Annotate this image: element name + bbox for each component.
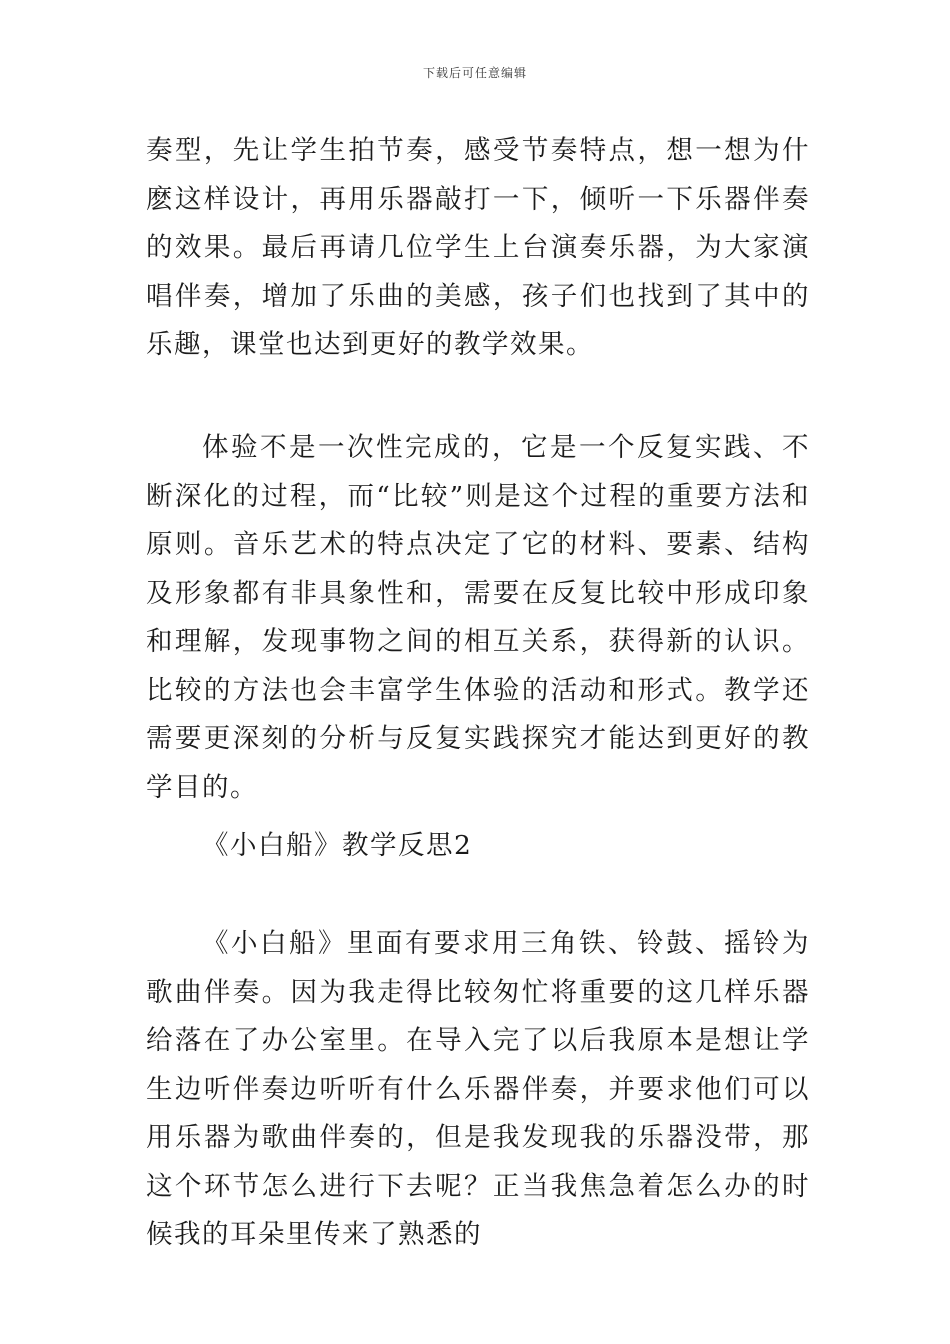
section-heading: 《小白船》教学反思2 — [202, 830, 473, 861]
header-note: 下载后可任意编辑 — [422, 66, 527, 80]
paragraph-3: 《小白船》里面有要求用三角铁、铃鼓、摇铃为歌曲伴奏。因为我走得比较匆忙将重要的这几样乐器给落在了办公室里。在导入完了以后我原本是想让学生边听伴奏边听听有什么乐器伴奏，并要求他们可以用乐器为歌曲伴奏的，但是我发现我的乐器没带，那这个环节怎么进行下去呢？正当我焦急着怎么办的时候我的耳朵里传来了熟悉的 — [146, 928, 810, 1250]
paragraph-2: 体验不是一次性完成的，它是一个反复实践、不断深化的过程，而“比较”则是这个过程的重要方法和原则。音乐艺术的特点决定了它的材料、要素、结构及形象都有非具象性和，需要在反复比较中形成印象和理解，发现事物之间的相互关系，获得新的认识。比较的方法也会丰富学生体验的活动和形式。教学还需要更深刻的分析与反复实践探究才能达到更好的教学目的。 — [146, 432, 810, 803]
paragraph-1: 奏型，先让学生拍节奏，感受节奏特点，想一想为什麽这样设计，再用乐器敲打一下，倾听一下乐器伴奏的效果。最后再请几位学生上台演奏乐器，为大家演唱伴奏，增加了乐曲的美感，孩子们也找到了其中的乐趣，课堂也达到更好的教学效果。 — [146, 135, 810, 360]
